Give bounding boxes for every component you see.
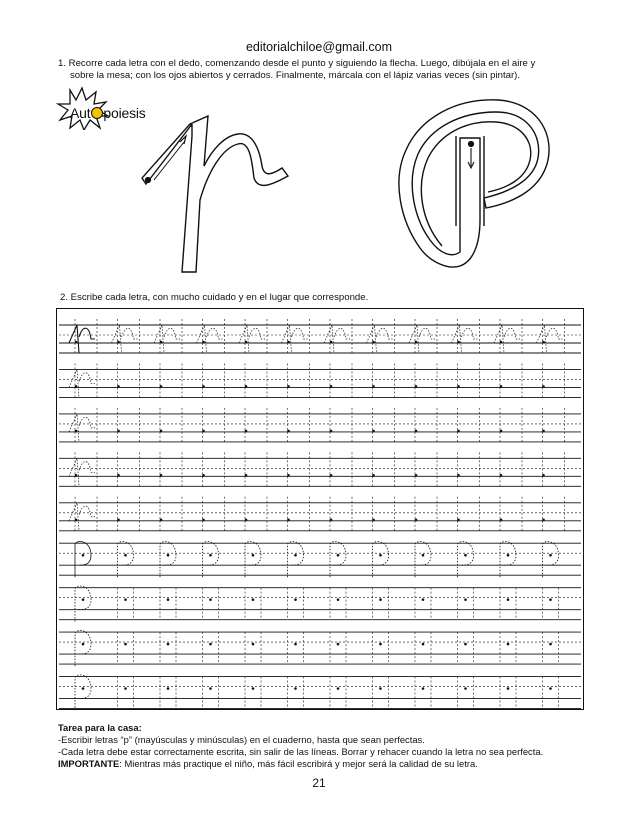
start-point-dot [464,643,467,646]
start-point-dot [415,474,418,477]
start-point-dot [549,554,552,557]
start-point-dot [549,598,552,601]
start-point-dot [252,643,255,646]
start-point-dot [202,341,205,344]
start-point-dot [457,474,460,477]
start-point-dot [379,598,382,601]
start-point-dot [167,554,170,557]
important-label: IMPORTANTE [58,758,120,769]
start-point-dot [287,474,290,477]
start-point-dot [330,385,333,388]
start-point-dot [202,474,205,477]
start-point-dot [252,687,255,690]
start-point-dot [160,430,163,433]
start-point-dot [337,687,340,690]
exercise-2-instructions: 2. Escribe cada letra, con mucho cuidado y en el lugar que corresponde. [60,292,369,303]
uppercase-p-dotted-guide [543,542,559,578]
start-point-dot [287,518,290,521]
start-point-dot [372,430,375,433]
uppercase-p-dotted-guide [203,542,219,578]
start-point-dot [415,341,418,344]
start-point-dot [117,518,120,521]
handwriting-practice-sheet [56,308,584,710]
lowercase-p-dotted-guide [197,325,223,353]
start-point-dot [422,687,425,690]
lowercase-p-dotted-guide [69,369,95,397]
tracing-letters-illustration [130,80,590,290]
start-point-dot [507,643,510,646]
start-point-dot [330,518,333,521]
start-point-dot [117,474,120,477]
uppercase-p-dotted-guide [288,542,304,578]
uppercase-p-dotted-guide [245,542,261,578]
start-point-dot [379,687,382,690]
practice-lines-grid [57,309,583,709]
start-point-dot [82,554,85,557]
lowercase-p-dotted-guide [409,325,435,353]
start-point-dot [294,598,297,601]
start-point-dot [415,430,418,433]
start-point-dot [209,598,212,601]
lowercase-p-dotted-guide [282,325,308,353]
contact-email: editorialchiloe@gmail.com [245,40,393,54]
uppercase-p-dotted-guide [75,630,91,666]
start-point-dot [337,643,340,646]
start-point-dot [507,598,510,601]
start-point-dot [422,643,425,646]
start-point-dot [245,341,248,344]
start-point-dot [245,518,248,521]
uppercase-p-dotted-guide [75,586,91,622]
homework-important [58,758,618,770]
start-point-dot [167,687,170,690]
start-point-dot [379,554,382,557]
start-point-dot [202,518,205,521]
start-point-dot [287,341,290,344]
logo-text-end: poiesis [103,105,146,121]
start-point-dot [75,474,78,477]
page-number: 21 [312,776,326,790]
start-point-dot [464,598,467,601]
start-point-dot [202,385,205,388]
start-point-dot [500,430,503,433]
uppercase-p-dotted-guide [415,542,431,578]
start-point-dot [549,643,552,646]
start-point-dot [330,474,333,477]
start-point-dot [82,687,85,690]
start-point-dot [82,643,85,646]
start-point-dot [82,598,85,601]
start-point-dot [330,430,333,433]
start-point-dot [124,554,127,557]
start-point-dot [245,430,248,433]
start-point-dot [500,474,503,477]
exercise-1-line-2: sobre la mesa; con los ojos abiertos y cerrados. Finalmente, márcala con el lápiz varias veces (sin pintar). [70,70,521,81]
start-point-dot [75,341,78,344]
uppercase-p-dotted-guide [75,675,91,709]
start-point-dot [372,341,375,344]
lowercase-p-dotted-guide [239,325,265,353]
lowercase-p-dotted-guide [494,325,520,353]
start-point-dot [252,554,255,557]
start-point-dot [372,474,375,477]
start-point-dot [542,518,545,521]
start-point-dot [160,518,163,521]
start-point-dot [252,598,255,601]
lowercase-p-dotted-guide [69,458,95,486]
start-point-dot [294,554,297,557]
homework-section [58,722,618,770]
exercise-1-instructions [58,58,598,82]
uppercase-p-dotted-guide [458,542,474,578]
start-point-dot [287,385,290,388]
start-point-dot [542,474,545,477]
start-point-dot [464,687,467,690]
start-point-dot [294,643,297,646]
start-point-dot [500,518,503,521]
start-point-dot [209,643,212,646]
start-point-dot [202,430,205,433]
lowercase-p-dotted-guide [537,325,563,353]
important-text: : Mientras más practique el niño, más fácil escribirá y mejor será la calidad de su letra. [119,758,478,769]
start-point-dot [245,385,248,388]
start-point-dot [160,385,163,388]
logo-text-start: Aut [70,105,91,121]
uppercase-p-trace-icon [399,100,549,267]
start-point-dot [167,643,170,646]
start-point-dot [457,385,460,388]
lowercase-p-dotted-guide [452,325,478,353]
start-point-dot [75,430,78,433]
lowercase-p-dotted-guide [69,325,95,353]
start-point-dot [422,554,425,557]
start-point-dot [549,687,552,690]
lowercase-p-dotted-guide [69,503,95,531]
logo-yellow-o-icon [91,107,103,119]
start-point-dot [422,598,425,601]
start-point-dot [415,385,418,388]
start-point-dot [500,385,503,388]
start-point-dot [464,554,467,557]
uppercase-p-dotted-guide [500,542,516,578]
start-point-dot [372,385,375,388]
start-point-dot [167,598,170,601]
lowercase-p-dotted-guide [69,414,95,442]
start-point-dot [117,341,120,344]
start-point-dot [124,598,127,601]
start-point-dot [457,430,460,433]
start-point-dot [160,341,163,344]
start-point-dot [209,687,212,690]
start-point-dot [294,687,297,690]
uppercase-p-dotted-guide [373,542,389,578]
start-point-dot [337,598,340,601]
start-point-dot [117,430,120,433]
start-point-dot [245,474,248,477]
lowercase-p-trace-icon [142,116,288,272]
start-point-dot [507,554,510,557]
homework-title: Tarea para la casa: [58,722,142,733]
start-point-dot [379,643,382,646]
start-point-dot [337,554,340,557]
start-point-dot [75,518,78,521]
start-point-dot [542,430,545,433]
start-point-dot [542,385,545,388]
exercise-1-line-1: 1. Recorre cada letra con el dedo, comenzando desde el punto y siguiendo la flecha. Luego, dibújala en el aire y [58,58,536,69]
start-point-dot [500,341,503,344]
uppercase-p-dotted-guide [160,542,176,578]
start-point-dot [457,518,460,521]
start-point-dot [330,341,333,344]
lowercase-p-dotted-guide [367,325,393,353]
start-point-dot [542,341,545,344]
homework-line-1: -Escribir letras “p” (mayúsculas y minúsculas) en el cuaderno, hasta que sean perfectas. [58,734,425,745]
start-point-dot [117,385,120,388]
lowercase-p-dotted-guide [324,325,350,353]
uppercase-p-dotted-guide [118,542,134,578]
uppercase-p-dotted-guide [75,542,91,578]
start-point-dot [75,385,78,388]
lowercase-p-dotted-guide [112,325,138,353]
start-point-dot [124,643,127,646]
uppercase-p-dotted-guide [330,542,346,578]
lowercase-p-dotted-guide [154,325,180,353]
start-point-dot [457,341,460,344]
start-point-dot [124,687,127,690]
start-point-dot [209,554,212,557]
start-point-dot [507,687,510,690]
start-point-dot [287,430,290,433]
start-point-dot [415,518,418,521]
start-point-dot [160,474,163,477]
start-point-dot [372,518,375,521]
homework-line-2: -Cada letra debe estar correctamente escrita, sin salir de las líneas. Borrar y rehacer cuando la letra no sea perfecta. [58,746,544,757]
